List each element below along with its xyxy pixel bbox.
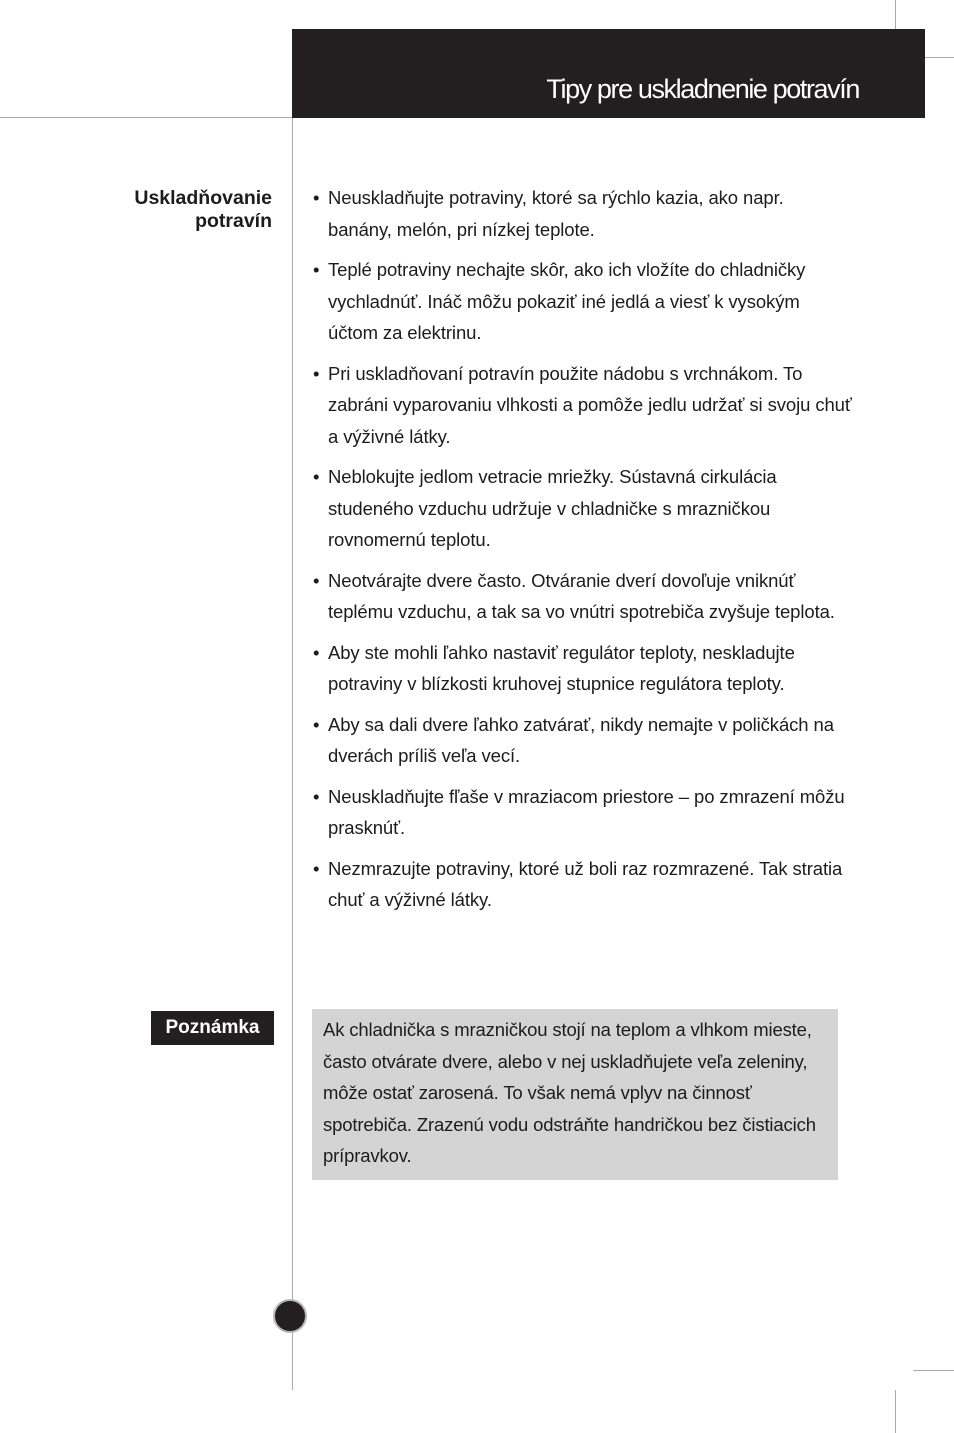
tip-item <box>312 254 852 349</box>
page-marker-dot <box>275 1301 305 1331</box>
bullet-icon: • <box>313 259 320 280</box>
page-title: Tipy pre uskladnenie potravín <box>546 74 859 104</box>
tip-text: Nezmrazujte potraviny, ktoré už boli raz rozmrazené. Tak stratia chuť a výživné látky. <box>328 857 843 910</box>
tip-text: Teplé potraviny nechajte skôr, ako ich vložíte do chladničky vychladnúť. Ináč môžu pokaziť iné jedlá a viesť k vysokým účtom za elektrinu. <box>328 259 806 343</box>
crop-mark-bottom-horizontal <box>913 1370 954 1371</box>
bullet-icon: • <box>313 641 320 663</box>
section-heading-line-2: potravín <box>195 210 272 232</box>
bullet-icon: • <box>313 569 320 591</box>
bullet-icon: • <box>313 362 320 384</box>
tip-item <box>312 461 852 556</box>
tip-item <box>312 182 852 245</box>
tip-text: Aby ste mohli ľahko nastaviť regulátor teploty, neskladujte potraviny v blízkosti kruhovej stupnice regulátora teploty. <box>328 641 795 694</box>
note-label: Poznámka <box>151 1011 274 1045</box>
bullet-icon: • <box>313 857 320 879</box>
crop-mark-top-vertical <box>895 0 896 29</box>
section-heading-line-1: Uskladňovanie <box>134 187 272 209</box>
tip-item <box>312 781 852 844</box>
header-bar <box>292 29 925 118</box>
tip-item <box>312 358 852 453</box>
bullet-icon: • <box>313 187 320 208</box>
section-heading <box>134 187 272 233</box>
tip-item <box>312 565 852 628</box>
tip-text: Pri uskladňovaní potravín použite nádobu s vrchnákom. To zabráni vyparovaniu vlhkosti a pomôže jedlu udržať si svoju chuť a výživné látky. <box>328 362 852 447</box>
tip-text: Neuskladňujte potraviny, ktoré sa rýchlo kazia, ako napr. banány, melón, pri nízkej teplote. <box>328 187 784 240</box>
tip-text: Neuskladňujte fľaše v mraziacom priestore – po zmrazení môžu prasknúť. <box>328 785 845 838</box>
bullet-icon: • <box>313 713 320 735</box>
note-box <box>312 1009 838 1180</box>
tip-text: Neotvárajte dvere často. Otváranie dverí dovoľuje vniknúť teplému vzduchu, a tak sa vo vnútri spotrebiča zvyšuje teplota. <box>328 569 835 622</box>
crop-mark-top-horizontal <box>925 57 954 58</box>
tip-item <box>312 709 852 772</box>
top-horizontal-rule <box>0 117 292 118</box>
tip-text: Neblokujte jedlom vetracie mriežky. Sústavná cirkulácia studeného vzduchu udržuje v chladničke s mrazničkou rovnomernú teplotu. <box>328 466 777 550</box>
bullet-icon: • <box>313 466 320 487</box>
bullet-icon: • <box>313 785 320 807</box>
tip-text: Aby sa dali dvere ľahko zatvárať, nikdy nemajte v poličkách na dverách príliš veľa vecí. <box>328 713 834 766</box>
tip-item <box>312 853 852 916</box>
note-text: Ak chladnička s mrazničkou stojí na teplom a vlhkom mieste, často otvárate dvere, alebo v nej uskladňujete veľa zeleniny, môže ostať zarosená. To však nemá vplyv na činnosť spotrebiča. Zrazenú vodu odstráňte handričkou bez čistiacich prípravkov. <box>323 1019 816 1166</box>
crop-mark-bottom-vertical <box>895 1390 896 1433</box>
tip-item <box>312 637 852 700</box>
margin-vertical-rule <box>292 118 293 1390</box>
tips-list <box>312 182 852 925</box>
